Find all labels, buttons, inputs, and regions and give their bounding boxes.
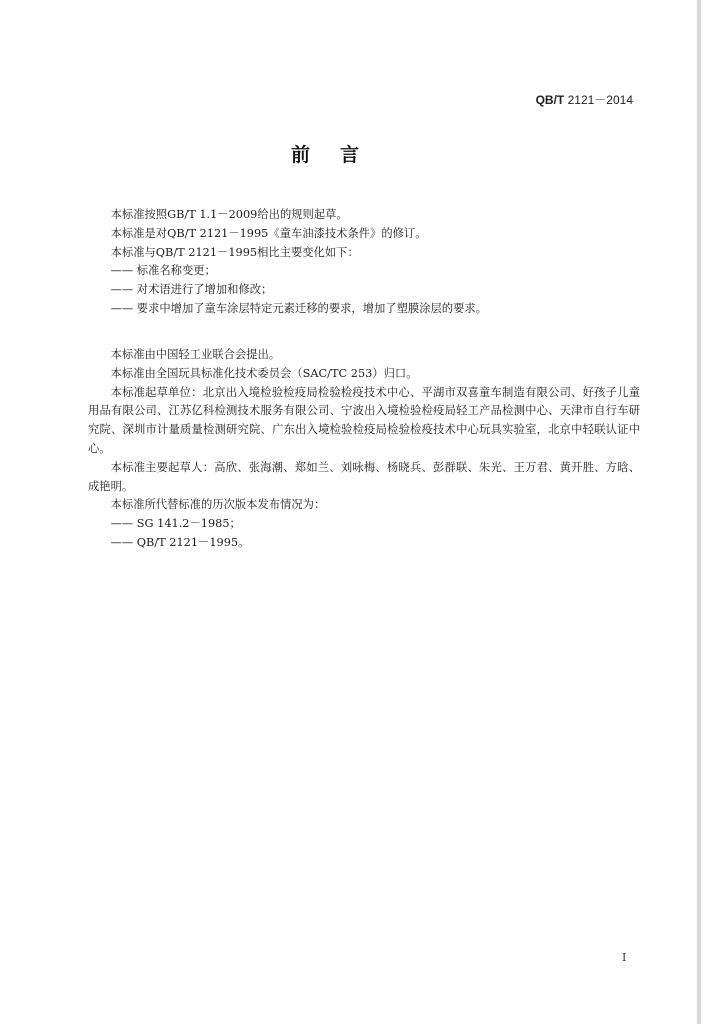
page-number: I bbox=[622, 951, 627, 964]
foreword-section-2 bbox=[88, 346, 640, 553]
foreword-section-1 bbox=[88, 206, 640, 319]
standard-code-number: 2121－2014 bbox=[564, 93, 633, 107]
paragraph-drafting-rules: 本标准按照GB/T 1.1－2009给出的规则起草。 bbox=[110, 208, 348, 221]
page-edge-shadow bbox=[697, 0, 701, 1024]
paragraph-history-intro: 本标准所代替标准的历次版本发布情况为： bbox=[110, 498, 326, 512]
paragraph-changes-intro: 本标准与QB/T 2121－1995相比主要变化如下： bbox=[110, 245, 359, 259]
change-item-requirements: —— 要求中增加了童车涂层特定元素迁移的要求，增加了塑膜涂层的要求。 bbox=[110, 301, 487, 315]
paragraph-proposed-by: 本标准由中国轻工业联合会提出。 bbox=[110, 348, 281, 361]
paragraph-centralized-by: 本标准由全国玩具标准化技术委员会（SAC/TC 253）归口。 bbox=[110, 366, 418, 380]
standard-code-prefix: QB/T bbox=[535, 93, 565, 107]
paragraph-drafting-units: 本标准起草单位：北京出入境检验检疫局检验检疫技术中心、平湖市双喜童车制造有限公司、好孩子儿童用品有限公司、江苏亿科检测技术服务有限公司、宁波出入境检验检疫局轻工产品检测中心、天津市自行车研究院、深圳市计量质量检测研究院、广东出入境检验检疫局检验检疫技术中心玩具实验室，北京中轻联认证中心。 bbox=[88, 385, 640, 455]
paragraph-drafters: 本标准主要起草人：高欣、张海潮、郑如兰、刘咏梅、杨晓兵、彭群联、朱光、王万君、黄开胜、方晗、成艳明。 bbox=[88, 460, 640, 493]
history-item-1985: —— SG 141.2－1985； bbox=[110, 517, 241, 531]
history-item-1995: —— QB/T 2121－1995。 bbox=[110, 535, 250, 549]
page-title: 前言 bbox=[290, 144, 389, 166]
change-item-name: —— 标准名称变更； bbox=[110, 264, 216, 278]
change-item-terms: —— 对术语进行了增加和修改； bbox=[110, 283, 273, 297]
paragraph-revision: 本标准是对QB/T 2121－1995《童车油漆技术条件》的修订。 bbox=[110, 226, 427, 240]
standard-code bbox=[536, 91, 633, 108]
